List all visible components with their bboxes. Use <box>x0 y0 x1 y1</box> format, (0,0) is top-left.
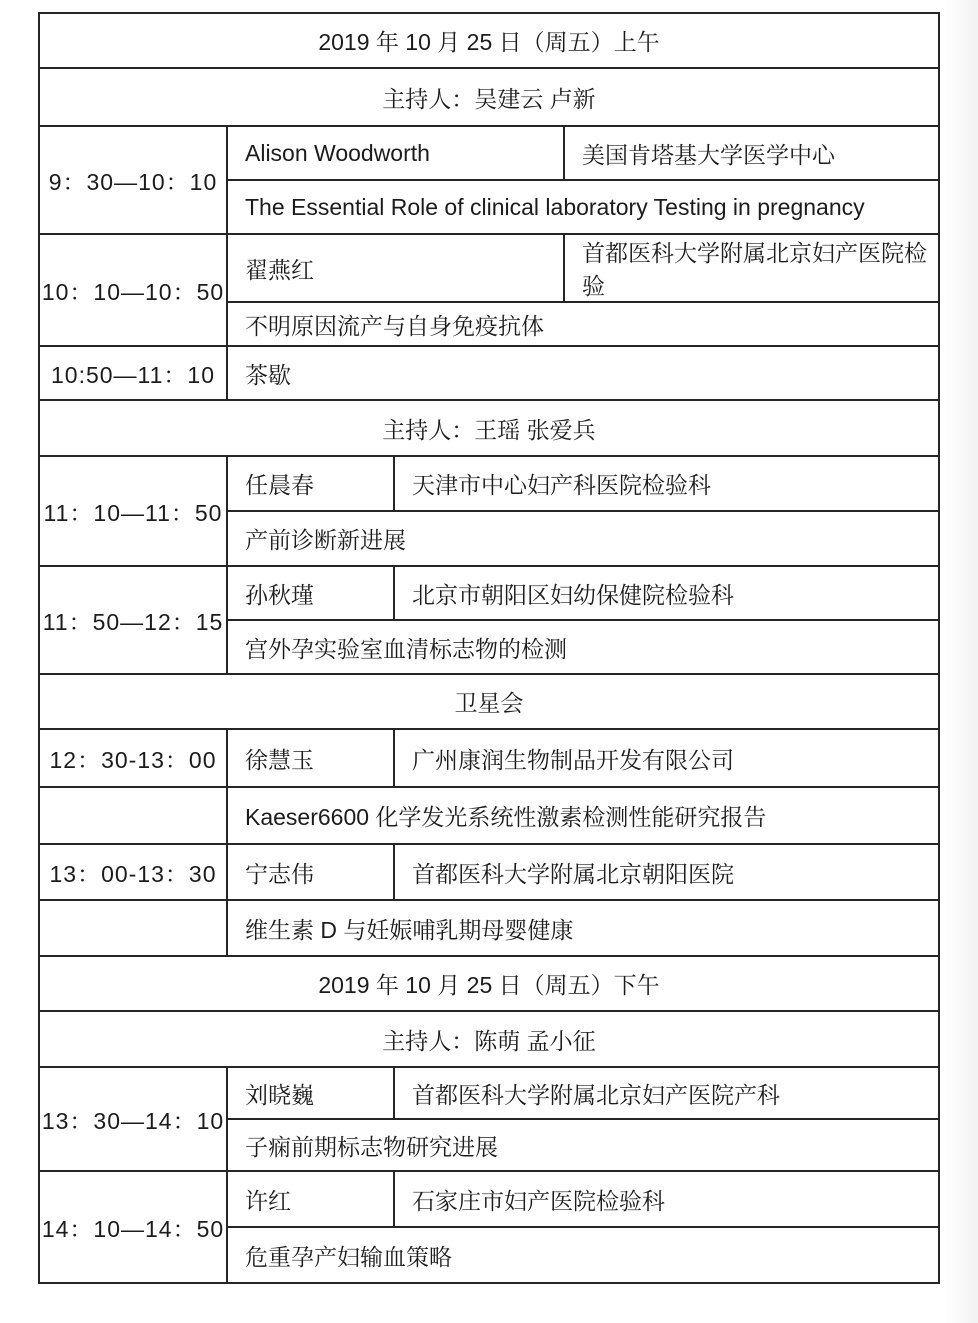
session-topic: 不明原因流产与自身免疫抗体 <box>245 312 544 339</box>
session-time: 10：10—10：50 <box>40 235 228 345</box>
table-row <box>40 1068 938 1172</box>
speaker-name: 刘晓巍 <box>228 1068 395 1118</box>
section-header-date-morning: 2019 年 10 月 25 日（周五）上午 <box>318 29 660 55</box>
session-topic: Kaeser6600 化学发光系统性激素检测性能研究报告 <box>245 804 767 830</box>
moderator-line: 主持人：王瑶 张爱兵 <box>382 416 596 443</box>
empty-time-cell <box>40 901 228 955</box>
session-topic: The Essential Role of clinical laboratory Testing in pregnancy <box>245 193 865 220</box>
table-row <box>40 788 938 845</box>
section-header-date-afternoon: 2019 年 10 月 25 日（周五）下午 <box>318 972 660 998</box>
table-row <box>40 1172 938 1282</box>
session-time: 10:50—11：10 <box>40 347 228 399</box>
moderator-line: 主持人：陈萌 孟小征 <box>382 1027 596 1054</box>
table-row <box>40 1012 938 1068</box>
table-row <box>40 845 938 901</box>
session-time: 9：30—10：10 <box>40 127 228 233</box>
speaker-affiliation: 首都医科大学附属北京妇产医院检验 <box>582 240 927 299</box>
speaker-name: 翟燕红 <box>228 235 565 301</box>
session-time: 13：00-13：30 <box>40 845 228 899</box>
session-topic: 子痫前期标志物研究进展 <box>245 1133 498 1160</box>
session-topic: 产前诊断新进展 <box>245 527 406 553</box>
speaker-name: 任晨春 <box>228 457 395 510</box>
break-label: 茶歇 <box>245 361 291 388</box>
speaker-affiliation: 美国肯塔基大学医学中心 <box>582 141 835 168</box>
speaker-name: Alison Woodworth <box>228 127 565 179</box>
session-topic: 维生素 D 与妊娠哺乳期母婴健康 <box>245 916 574 943</box>
section-header-satellite: 卫星会 <box>454 690 524 716</box>
moderator-line: 主持人：吴建云 卢新 <box>382 85 596 112</box>
session-time: 11：50—12：15 <box>40 567 228 673</box>
speaker-affiliation: 石家庄市妇产医院检验科 <box>412 1187 665 1214</box>
speaker-affiliation: 首都医科大学附属北京朝阳医院 <box>412 860 734 887</box>
table-row <box>40 675 938 730</box>
table-row <box>40 127 938 235</box>
session-time: 12：30-13：00 <box>40 730 228 786</box>
table-row <box>40 901 938 957</box>
session-topic: 宫外孕实验室血清标志物的检测 <box>245 635 567 662</box>
table-row <box>40 457 938 567</box>
speaker-affiliation: 首都医科大学附属北京妇产医院产科 <box>412 1081 780 1108</box>
speaker-affiliation: 广州康润生物制品开发有限公司 <box>412 746 734 773</box>
session-time: 11：10—11：50 <box>40 457 228 565</box>
scan-edge-shadow <box>944 0 978 1323</box>
speaker-affiliation: 天津市中心妇产科医院检验科 <box>412 472 711 498</box>
session-time: 14：10—14：50 <box>40 1172 228 1282</box>
session-time: 13：30—14：10 <box>40 1068 228 1170</box>
table-row <box>40 14 938 69</box>
conference-schedule-table <box>38 12 940 1284</box>
session-topic: 危重孕产妇输血策略 <box>245 1243 452 1270</box>
speaker-name: 宁志伟 <box>228 845 395 899</box>
table-row <box>40 235 938 347</box>
table-row <box>40 69 938 127</box>
table-row <box>40 730 938 788</box>
table-row <box>40 401 938 457</box>
table-row <box>40 347 938 401</box>
speaker-name: 徐慧玉 <box>228 730 395 786</box>
table-row <box>40 957 938 1012</box>
table-row <box>40 567 938 675</box>
speaker-name: 孙秋瑾 <box>228 567 395 619</box>
empty-time-cell <box>40 788 228 843</box>
speaker-affiliation: 北京市朝阳区妇幼保健院检验科 <box>412 581 734 608</box>
speaker-name: 许红 <box>228 1172 395 1226</box>
